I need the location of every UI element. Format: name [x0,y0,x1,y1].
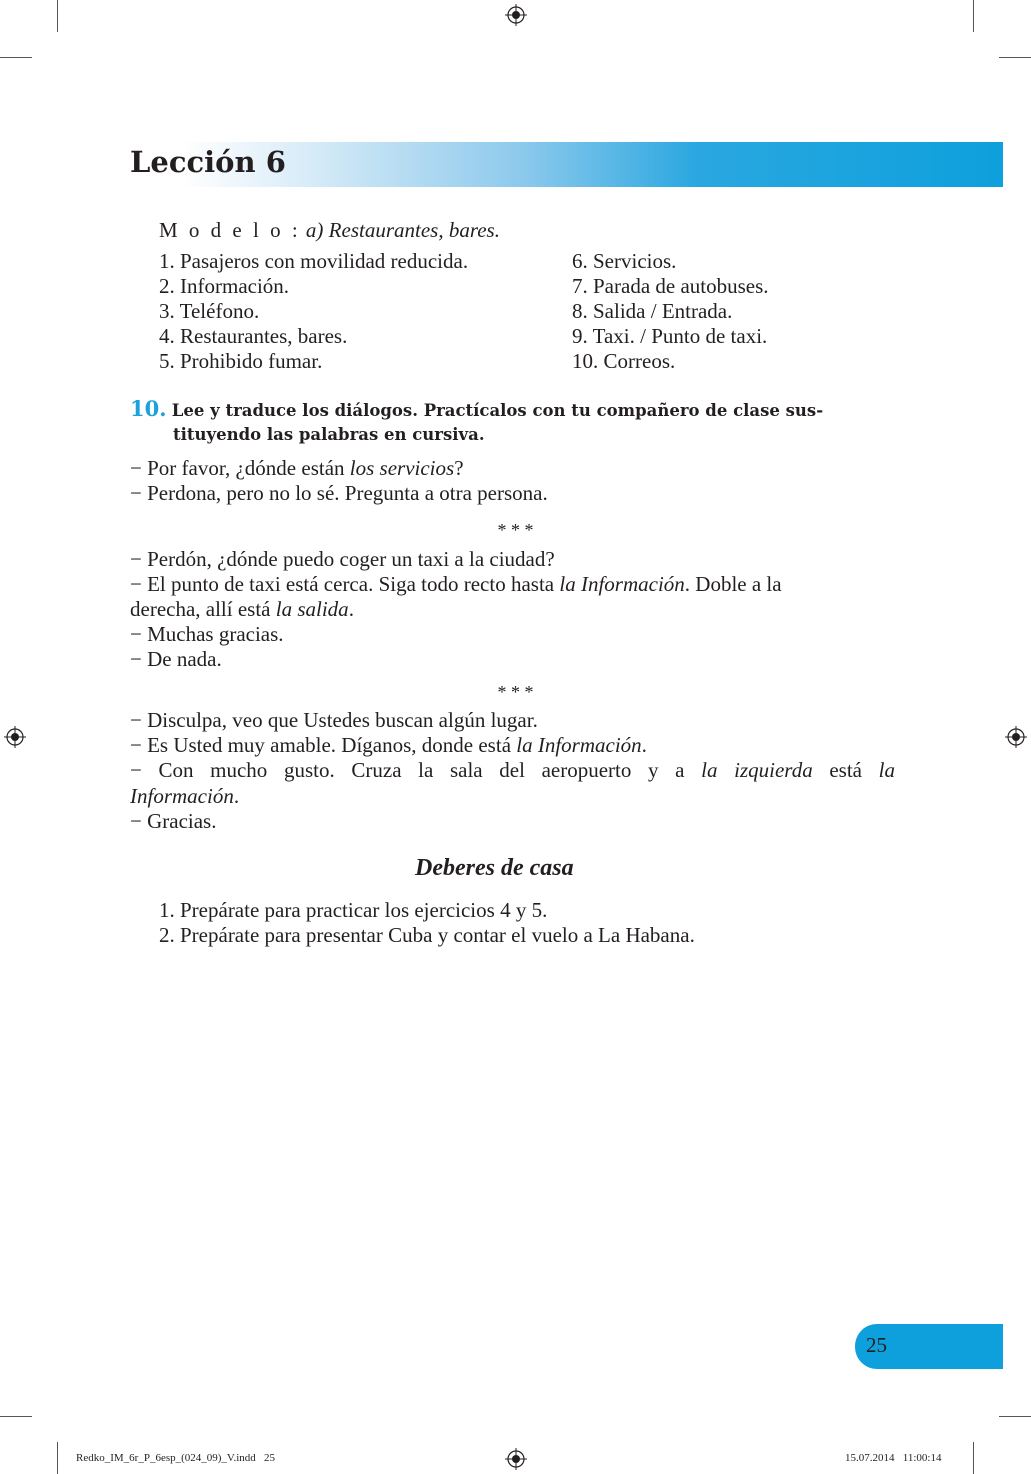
crop-mark [973,0,974,32]
dialog-line: − Disculpa, veo que Ustedes buscan algún lugar. [130,708,538,732]
crop-mark [57,1442,58,1474]
list-item: 9. Taxi. / Punto de taxi. [572,324,768,348]
dialog-line [130,456,464,481]
dialog-text: ? [454,456,464,480]
modelo-label: M o d e l o : [159,218,301,242]
separator: * * * [497,682,534,702]
dialog-italic-text: la Información [516,733,642,757]
dialog-text: . Doble a la [684,572,782,596]
dialog-italic-text: la izquierda [701,758,813,782]
homework-title: Deberes de casa [415,855,574,881]
list-item: 3. Teléfono. [159,299,260,323]
page-number: 25 [866,1333,887,1357]
dialog-text: está [812,758,879,782]
dialog-line: − Gracias. [130,809,217,833]
dialog-text: . [348,597,354,621]
list-item: 1. Prepárate para practicar los ejercicios 4 y 5. [159,898,548,922]
dialog-line: − Muchas gracias. [130,622,284,646]
footer-file-name: Redko_IM_6r_P_6esp_(024_09)_V.indd 25 [76,1452,276,1464]
registration-mark-icon [1005,726,1027,748]
dialog-italic-text: los servicios [349,456,455,480]
dialog-italic-text: Información [130,784,234,808]
modelo-line [159,218,500,243]
footer-date: 15.07.2014 11:00:14 [845,1452,942,1464]
list-item: 1. Pasajeros con movilidad reducida. [159,249,469,273]
dialog-italic-text: la [878,758,896,782]
dialog-line [130,597,354,622]
list-item: 6. Servicios. [572,249,677,273]
registration-mark-icon [505,1448,527,1470]
exercise-number: 10. [130,396,167,421]
exercise-instruction-line1: Lee y traduce los diálogos. Practícalos con tu compañero de clase sus- [171,401,824,420]
list-item: 2. Información. [159,274,290,298]
dialog-line [130,758,895,783]
dialog-italic-text: la Información [559,572,685,596]
dialog-text: . [641,733,647,757]
crop-mark [0,1416,32,1417]
dialog-text: − Con mucho gusto. Cruza la sala del aeropuerto y a [130,758,702,782]
lesson-title: Lección 6 [130,145,286,179]
dialog-text: − El punto de taxi está cerca. Siga todo recto hasta [130,572,560,596]
crop-mark [0,57,32,58]
registration-mark-icon [505,4,527,26]
crop-mark [999,1416,1031,1417]
list-item: 2. Prepárate para presentar Cuba y contar el vuelo a La Habana. [159,923,695,947]
modelo-example: a) Restaurantes, bares. [305,218,500,242]
exercise-heading [130,396,823,423]
dialog-line: − Perdón, ¿dónde puedo coger un taxi a la ciudad? [130,547,555,571]
exercise-instruction-line2: tituyendo las palabras en cursiva. [173,425,485,444]
crop-mark [57,0,58,32]
list-item: 8. Salida / Entrada. [572,299,733,323]
dialog-text: − Por favor, ¿dónde están [130,456,350,480]
list-item: 7. Parada de autobuses. [572,274,769,298]
list-item: 5. Prohibido fumar. [159,349,323,373]
dialog-line: − De nada. [130,647,222,671]
dialog-text: derecha, allí está [130,597,276,621]
dialog-text: . [233,784,240,808]
dialog-line [130,733,647,758]
dialog-line: − Perdona, pero no lo sé. Pregunta a otra persona. [130,481,548,505]
dialog-italic-text: la salida [275,597,349,621]
crop-mark [999,57,1031,58]
list-item: 4. Restaurantes, bares. [159,324,348,348]
registration-mark-icon [4,726,26,748]
dialog-line [130,572,782,597]
separator: * * * [497,520,534,540]
dialog-text: − Es Usted muy amable. Díganos, donde está [130,733,517,757]
crop-mark [973,1442,974,1474]
dialog-line [130,784,239,809]
list-item: 10. Correos. [572,349,676,373]
